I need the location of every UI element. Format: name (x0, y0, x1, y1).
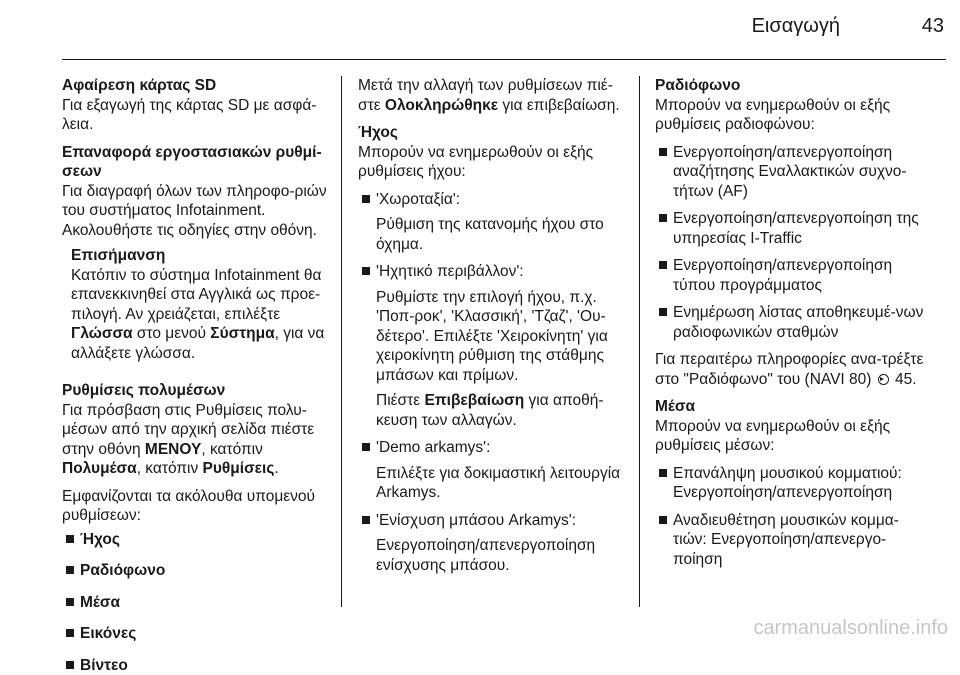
section-title-media: Μέσα (655, 397, 925, 417)
page-number: 43 (922, 14, 944, 38)
bullet-icon (66, 535, 74, 543)
list-item: Βίντεο (62, 656, 332, 675)
note-text: Κατόπιν το σύστημα Infotainment θα επανεκκινηθεί στα Αγγλικά ως προε-πιλογή. Αν χρειάζεται, επιλέξτε Γλώσσα στο μενού Σύστημα, για να αλλάξετε γλώσσα. (71, 266, 332, 364)
list-item: Ενεργοποίηση/απενεργοποίηση τύπου προγράμματος (655, 256, 925, 295)
radio-more-info: Για περαιτέρω πληροφορίες ανα-τρέξτε στο "Ραδιόφωνο" του (NAVI 80) 45. (655, 350, 925, 389)
item-description: Επιλέξτε για δοκιμαστική λειτουργία Arkamys. (376, 464, 628, 503)
column-2 (358, 76, 628, 575)
sound-settings-list (358, 190, 628, 576)
list-item: Ενεργοποίηση/απενεργοποίηση της υπηρεσίας I-Traffic (655, 209, 925, 248)
section-title-media-settings: Ρυθμίσεις πολυμέσων (62, 381, 332, 401)
section-text-media: Μπορούν να ενημερωθούν οι εξής ρυθμίσεις μέσων: (655, 417, 925, 456)
list-item: Ενεργοποίηση/απενεργοποίηση αναζήτησης Εναλλακτικών συχνο-τήτων (AF) (655, 143, 925, 202)
confirm-intro: Μετά την αλλαγή των ρυθμίσεων πιέ-στε Ολοκληρώθηκε για επιβεβαίωση. (358, 76, 628, 115)
section-text-factory-reset: Για διαγραφή όλων των πληροφο-ριών του συστήματος Infotainment. Ακολουθήστε τις οδηγίες στην οθόνη. (62, 182, 332, 241)
header-divider (62, 59, 946, 60)
watermark: carmanualsonline.info (753, 616, 948, 640)
column-3 (655, 76, 925, 569)
section-text-sound: Μπορούν να ενημερωθούν οι εξής ρυθμίσεις ήχου: (358, 143, 628, 182)
bullet-icon (659, 261, 667, 269)
list-item: Επανάληψη μουσικού κομματιού: Ενεργοποίηση/απενεργοποίηση (655, 464, 925, 503)
section-text-media-settings: Για πρόσβαση στις Ρυθμίσεις πολυ-μέσων από την αρχική σελίδα πιέστε στην οθόνη ΜΕΝΟΥ, κατόπιν Πολυμέσα, κατόπιν Ρυθμίσεις. (62, 401, 332, 479)
item-description: Ρύθμιση της κατανομής ήχου στο όχημα. (376, 215, 628, 254)
column-1 (62, 76, 332, 675)
media-settings-list (655, 464, 925, 570)
list-item: 'Ηχητικό περιβάλλον': Ρυθμίστε την επιλογή ήχου, π.χ. 'Ποπ-ροκ', 'Κλασσική', 'Τζαζ', 'Ου-δέτερο'. Επιλέξτε 'Χειροκίνητη' για χειροκίνητη ρύθμιση της στάθμης μπάσων και πρίμων. Πιέστε Επιβεβαίωση για αποθή-κευση των αλλαγών. (358, 262, 628, 430)
bullet-icon (362, 516, 370, 524)
item-description: Πιέστε Επιβεβαίωση για αποθή-κευση των αλλαγών. (376, 391, 628, 430)
note-title: Επισήμανση (71, 246, 332, 266)
section-title-sound: Ήχος (358, 123, 628, 143)
section-title-remove-sd: Αφαίρεση κάρτας SD (62, 76, 332, 96)
section-title-radio: Ραδιόφωνο (655, 76, 925, 96)
bullet-icon (659, 308, 667, 316)
item-description: Ρυθμίστε την επιλογή ήχου, π.χ. 'Ποπ-ροκ', 'Κλασσική', 'Τζαζ', 'Ου-δέτερο'. Επιλέξτε 'Χειροκίνητη' για χειροκίνητη ρύθμιση της στάθμης μπάσων και πρίμων. (376, 288, 628, 386)
section-text-radio: Μπορούν να ενημερωθούν οι εξής ρυθμίσεις ραδιοφώνου: (655, 96, 925, 135)
bullet-icon (66, 629, 74, 637)
column-divider-1 (341, 76, 342, 607)
bullet-icon (659, 516, 667, 524)
bullet-icon (659, 214, 667, 222)
section-title-factory-reset: Επαναφορά εργοστασιακών ρυθμί-σεων (62, 143, 332, 182)
bullet-icon (659, 148, 667, 156)
section-text-remove-sd: Για εξαγωγή της κάρτας SD με ασφά-λεια. (62, 96, 332, 135)
bullet-icon (66, 661, 74, 669)
list-item: Μέσα (62, 593, 332, 613)
item-description: Ενεργοποίηση/απενεργοποίηση ενίσχυσης μπάσου. (376, 536, 628, 575)
bullet-icon (66, 598, 74, 606)
list-item: 'Demo arkamys': Επιλέξτε για δοκιμαστική λειτουργία Arkamys. (358, 438, 628, 503)
bullet-icon (66, 566, 74, 574)
column-divider-2 (639, 76, 640, 607)
submenus-intro: Εμφανίζονται τα ακόλουθα υπομενού ρυθμίσεων: (62, 487, 332, 526)
list-item: Ραδιόφωνο (62, 561, 332, 581)
list-item: 'Ενίσχυση μπάσου Arkamys': Ενεργοποίηση/απενεργοποίηση ενίσχυσης μπάσου. (358, 511, 628, 576)
list-item: Αναδιευθέτηση μουσικών κομμα-τιών: Ενεργοποίηση/απενεργο-ποίηση (655, 511, 925, 570)
note-box (62, 246, 332, 363)
bullet-icon (362, 267, 370, 275)
bullet-icon (659, 469, 667, 477)
bullet-icon (362, 195, 370, 203)
list-item: Εικόνες (62, 624, 332, 644)
list-item: Ήχος (62, 530, 332, 550)
page-header-title: Εισαγωγή (752, 14, 840, 38)
bullet-icon (362, 443, 370, 451)
page-reference-icon (878, 374, 889, 385)
list-item: 'Χωροταξία': Ρύθμιση της κατανομής ήχου στο όχημα. (358, 190, 628, 255)
list-item: Ενημέρωση λίστας αποθηκευμέ-νων ραδιοφωνικών σταθμών (655, 303, 925, 342)
radio-settings-list (655, 143, 925, 343)
submenu-list (62, 530, 332, 675)
